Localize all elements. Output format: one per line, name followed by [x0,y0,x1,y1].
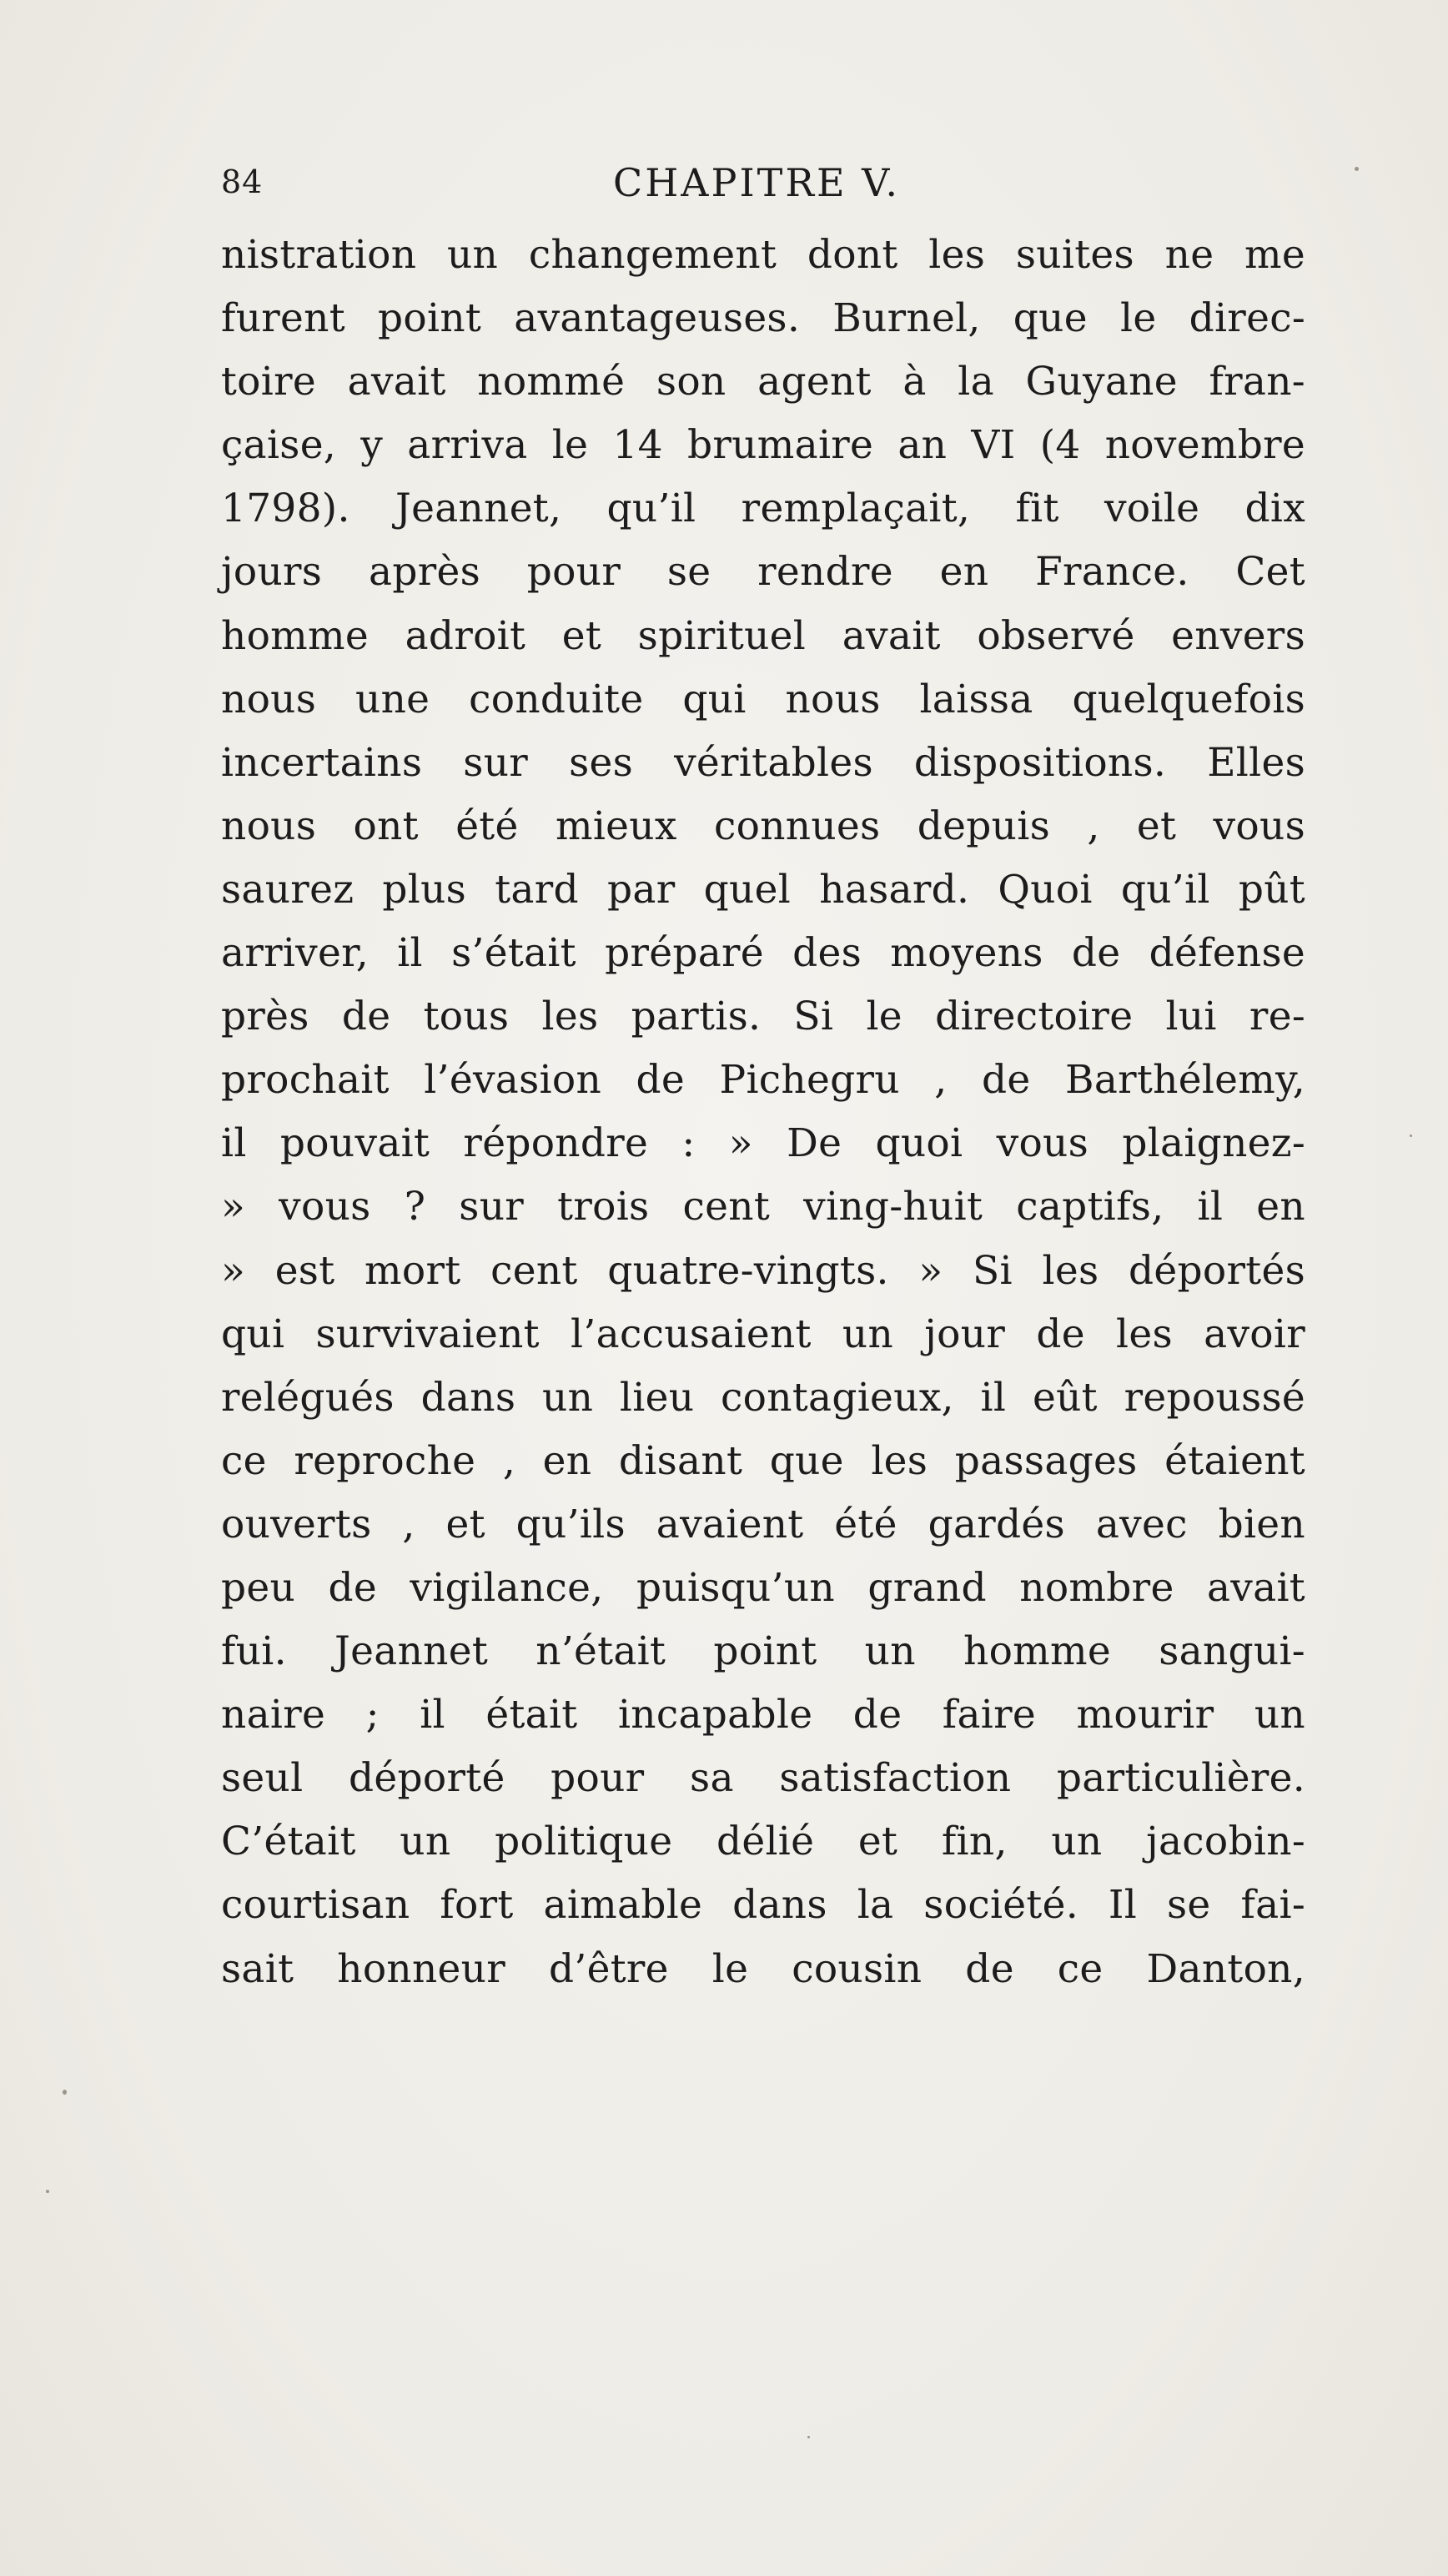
text-line: il pouvait répondre : » De quoi vous plaignez- [221,1120,1305,1167]
paper-speck [46,2190,49,2193]
paper-speck [1355,167,1359,171]
body-text [221,224,1305,2001]
text-line: saurez plus tard par quel hasard. Quoi qu’il pût [221,866,1305,913]
text-line: çaise, y arriva le 14 brumaire an VI (4 novembre [221,422,1305,469]
text-line: homme adroit et spirituel avait observé envers [221,612,1305,659]
text-line: nistration un changement dont les suites ne me [221,232,1305,278]
text-line: jours après pour se rendre en France. Cet [221,549,1305,596]
text-line: incertains sur ses véritables dispositions. Elles [221,739,1305,786]
text-line: » est mort cent quatre-vingts. » Si les déportés [221,1247,1305,1294]
text-line: courtisan fort aimable dans la société. Il se fai- [221,1882,1305,1929]
text-line: » vous ? sur trois cent ving-huit captifs, il en [221,1184,1305,1230]
text-line: furent point avantageuses. Burnel, que le direc- [221,295,1305,342]
text-line: ouverts , et qu’ils avaient été gardés avec bien [221,1501,1305,1547]
text-line: relégués dans un lieu contagieux, il eût repoussé [221,1374,1305,1421]
page-number: 84 [221,164,264,200]
text-line: sait honneur d’être le cousin de ce Danton, [221,1945,1305,1992]
paper-speck [807,2436,810,2438]
text-line: toire avait nommé son agent à la Guyane fran- [221,359,1305,405]
text-line: nous une conduite qui nous laissa quelquefois [221,676,1305,722]
text-line: naire ; il était incapable de faire mourir un [221,1692,1305,1738]
page-header [221,160,1293,214]
text-line: 1798). Jeannet, qu’il remplaçait, fit voile dix [221,486,1305,532]
text-line: peu de vigilance, puisqu’un grand nombre avait [221,1564,1305,1611]
text-line: C’était un politique délié et fin, un jacobin- [221,1819,1305,1865]
paper-speck [1410,1135,1412,1137]
text-line: nous ont été mieux connues depuis , et vous [221,802,1305,849]
paper-speck [63,2090,67,2095]
text-line: ce reproche , en disant que les passages étaient [221,1437,1305,1484]
text-line: arriver, il s’était préparé des moyens de défense [221,930,1305,977]
text-line: près de tous les partis. Si le directoire lui re- [221,994,1305,1040]
text-line: prochait l’évasion de Pichegru , de Barthélemy, [221,1057,1305,1104]
text-line: fui. Jeannet n’était point un homme sangui- [221,1628,1305,1675]
text-line: qui survivaient l’accusaient un jour de les avoir [221,1311,1305,1357]
running-head: CHAPITRE V. [613,160,900,205]
text-line: seul déporté pour sa satisfaction particulière. [221,1755,1305,1802]
